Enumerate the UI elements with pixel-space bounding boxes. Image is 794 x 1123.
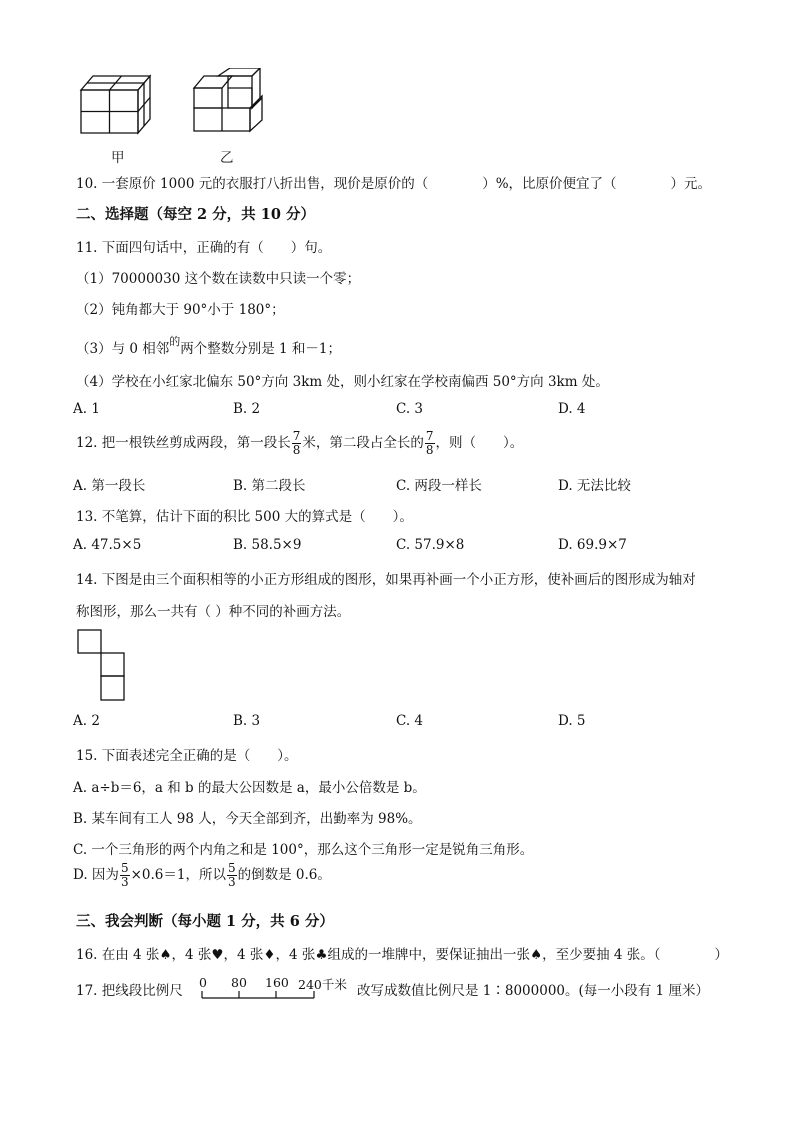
q15-option-b: B. 某车间有工人 98 人，今天全部到齐，出勤率为 98%。 [73, 811, 422, 827]
scale-label-160: 160 [265, 975, 289, 990]
q11-s3-part-b: 两个整数分别是 1 和－1； [180, 341, 342, 357]
q12-part-3: ，则（ ）。 [435, 435, 524, 451]
q15-d-frac2-num: 5 [227, 861, 236, 875]
scale-label-80: 80 [231, 975, 247, 990]
q15-d-frac2-den: 3 [227, 875, 236, 889]
question-15-stem: 15. 下面表述完全正确的是（ ）。 [76, 748, 298, 764]
question-17-part-1: 17. 把线段比例尺 [76, 983, 183, 999]
cube-figure-yi [190, 68, 270, 136]
q11-option-a: A. 1 [73, 401, 100, 417]
q12-option-d: D. 无法比较 [558, 478, 631, 494]
question-11-statement-1: （1）70000030 这个数在读数中只读一个零； [76, 271, 361, 287]
q13-option-a: A. 47.5×5 [73, 537, 142, 553]
q15-d-frac1-den: 3 [120, 875, 129, 889]
q12-frac1-den: 8 [292, 443, 301, 457]
q15-option-a: A. a÷b＝6，a 和 b 的最大公因数是 a，最小公倍数是 b。 [73, 780, 426, 796]
question-11-statement-4: （4）学校在小红家北偏东 50°方向 3km 处，则小红家在学校南偏西 50°方向 3km 处。 [76, 374, 609, 390]
q11-option-d: D. 4 [558, 401, 586, 417]
q15-d-part-3: 的倒数是 0.6。 [237, 867, 331, 883]
question-17-part-2: 改写成数值比例尺是 1∶8000000。(每一小段有 1 厘米） [357, 983, 709, 999]
q12-option-c: C. 两段一样长 [396, 478, 482, 494]
q12-frac1-num: 7 [292, 429, 301, 443]
scale-bar [200, 988, 320, 1000]
q13-option-d: D. 69.9×7 [558, 537, 627, 553]
q15-d-part-1: D. 因为 [73, 867, 119, 883]
q11-option-c: C. 3 [396, 401, 424, 417]
q12-fraction-1 [292, 430, 302, 457]
q12-part-2: 米，第二段占全长的 [302, 435, 424, 451]
q11-s3-part-a: （3）与 0 相邻 [76, 341, 170, 357]
cube-figure-jia [76, 70, 156, 136]
q11-s3-sup: 的 [169, 335, 181, 348]
question-10: 10. 一套原价 1000 元的衣服打八折出售，现价是原价的（ ）%，比原价便宜了（ ）元。 [76, 176, 712, 192]
q15-d-part-2: ×0.6＝1，所以 [130, 867, 226, 883]
square-figure [77, 629, 129, 703]
q14-option-c: C. 4 [396, 713, 424, 729]
q13-option-b: B. 58.5×9 [233, 537, 302, 553]
figure-label-yi: 乙 [220, 150, 234, 166]
q15-d-fraction-1 [120, 862, 130, 889]
q12-option-b: B. 第二段长 [233, 478, 306, 494]
q13-option-c: C. 57.9×8 [396, 537, 465, 553]
q15-d-frac1-num: 5 [120, 861, 129, 875]
q12-frac2-num: 7 [425, 429, 434, 443]
question-12-stem [76, 430, 523, 457]
q14-option-b: B. 3 [233, 713, 261, 729]
question-13-stem: 13. 不笔算，估计下面的积比 500 大的算式是（ ）。 [76, 509, 413, 525]
q12-frac2-den: 8 [425, 443, 434, 457]
question-14-line-2: 称图形，那么一共有（ ）种不同的补画方法。 [76, 604, 351, 620]
section-3-title: 三、我会判断（每小题 1 分，共 6 分） [76, 913, 334, 930]
q14-option-a: A. 2 [73, 713, 100, 729]
question-11-stem: 11. 下面四句话中，正确的有（ ）句。 [76, 240, 332, 256]
q11-option-b: B. 2 [233, 401, 261, 417]
question-14-line-1: 14. 下图是由三个面积相等的小正方形组成的图形，如果再补画一个小正方形，使补画后的图形成为轴对 [76, 572, 696, 588]
q15-d-fraction-2 [227, 862, 237, 889]
q15-option-d [73, 862, 331, 889]
question-16: 16. 在由 4 张♠，4 张♥，4 张♦，4 张♣组成的一堆牌中，要保证抽出一张♠，至少要抽 4 张。（ ） [76, 947, 729, 963]
q15-option-c: C. 一个三角形的两个内角之和是 100°，那么这个三角形一定是锐角三角形。 [73, 842, 534, 858]
section-2-title: 二、选择题（每空 2 分，共 10 分） [76, 206, 315, 223]
question-11-statement-3 [76, 337, 341, 357]
question-11-statement-2: （2）钝角都大于 90°小于 180°； [76, 302, 285, 318]
q12-part-1: 12. 把一根铁丝剪成两段，第一段长 [76, 435, 291, 451]
q14-option-d: D. 5 [558, 713, 586, 729]
q12-option-a: A. 第一段长 [73, 478, 146, 494]
scale-label-240: 240千米 [298, 977, 347, 992]
figure-label-jia: 甲 [111, 150, 125, 166]
q12-fraction-2 [425, 430, 435, 457]
scale-label-0: 0 [199, 975, 207, 990]
